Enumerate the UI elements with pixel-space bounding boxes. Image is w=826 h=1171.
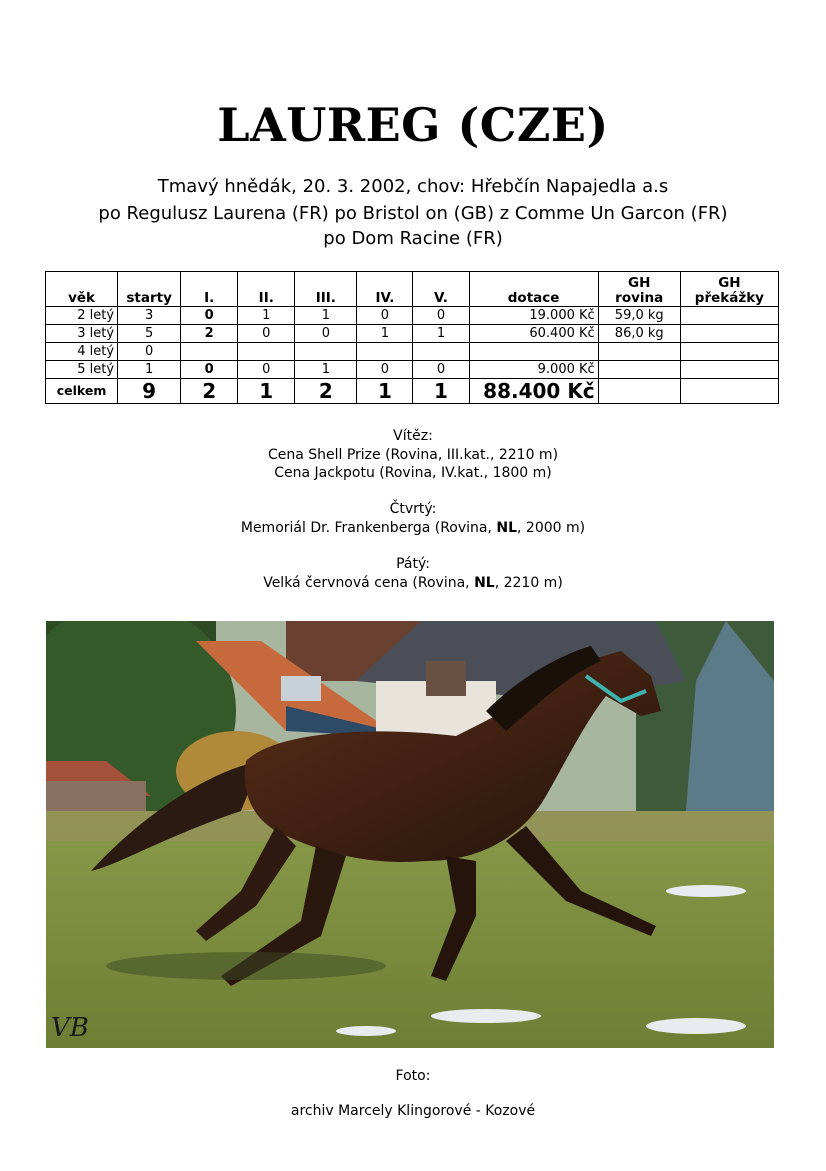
cell-second: 0 bbox=[238, 361, 295, 379]
cell-age: 5 letý bbox=[46, 361, 118, 379]
cell-gh-flat: 86,0 kg bbox=[598, 325, 680, 343]
cell-gh-jump bbox=[680, 307, 778, 325]
cell-fourth: 0 bbox=[357, 361, 413, 379]
fourth-heading: Čtvrtý: bbox=[389, 501, 437, 517]
cell-third: 0 bbox=[295, 325, 357, 343]
cell-second bbox=[238, 343, 295, 361]
cell-age: 4 letý bbox=[46, 343, 118, 361]
winner-race-1: Cena Shell Prize (Rovina, III.kat., 2210 m) bbox=[267, 447, 559, 463]
cell-fifth bbox=[413, 343, 469, 361]
cell-fourth bbox=[357, 343, 413, 361]
page-title: LAUREG (CZE) bbox=[217, 98, 609, 152]
fifth-heading: Pátý: bbox=[396, 556, 430, 572]
pedigree-line-2: po Dom Racine (FR) bbox=[323, 228, 503, 249]
cell-age: 3 letý bbox=[46, 325, 118, 343]
col-first: I. bbox=[181, 272, 238, 307]
cell-prize bbox=[469, 343, 598, 361]
cell-fourth: 1 bbox=[357, 325, 413, 343]
total-gh-jump bbox=[680, 379, 778, 404]
table-row bbox=[46, 325, 779, 343]
horse-photo bbox=[46, 621, 774, 1048]
cell-gh-jump bbox=[680, 361, 778, 379]
results-table bbox=[45, 271, 779, 404]
cell-second: 1 bbox=[238, 307, 295, 325]
cell-starts: 3 bbox=[118, 307, 181, 325]
total-starts: 9 bbox=[118, 379, 181, 404]
horse-photo-graphic bbox=[46, 621, 774, 1048]
cell-fifth: 1 bbox=[413, 325, 469, 343]
cell-prize: 19.000 Kč bbox=[469, 307, 598, 325]
cell-starts: 1 bbox=[118, 361, 181, 379]
cell-second: 0 bbox=[238, 325, 295, 343]
total-second: 1 bbox=[238, 379, 295, 404]
cell-gh-jump bbox=[680, 343, 778, 361]
cell-third bbox=[295, 343, 357, 361]
cell-first bbox=[181, 343, 238, 361]
total-fourth: 1 bbox=[357, 379, 413, 404]
cell-fourth: 0 bbox=[357, 307, 413, 325]
total-label: celkem bbox=[46, 379, 118, 404]
cell-starts: 0 bbox=[118, 343, 181, 361]
cell-gh-flat bbox=[598, 361, 680, 379]
total-fifth: 1 bbox=[413, 379, 469, 404]
cell-first: 0 bbox=[181, 307, 238, 325]
cell-prize: 60.400 Kč bbox=[469, 325, 598, 343]
cell-first: 0 bbox=[181, 361, 238, 379]
table-total-row bbox=[46, 379, 779, 404]
cell-gh-flat bbox=[598, 343, 680, 361]
col-starts: starty bbox=[118, 272, 181, 307]
horse-description: Tmavý hnědák, 20. 3. 2002, chov: Hřebčín Napajedla a.s bbox=[157, 176, 669, 197]
table-row bbox=[46, 307, 779, 325]
col-gh-flat: GH rovina bbox=[598, 272, 680, 307]
winner-race-2: Cena Jackpotu (Rovina, IV.kat., 1800 m) bbox=[274, 465, 552, 481]
total-first: 2 bbox=[181, 379, 238, 404]
table-header-row bbox=[46, 272, 779, 307]
cell-fifth: 0 bbox=[413, 361, 469, 379]
total-prize: 88.400 Kč bbox=[469, 379, 598, 404]
cell-first: 2 bbox=[181, 325, 238, 343]
table-row bbox=[46, 343, 779, 361]
total-third: 2 bbox=[295, 379, 357, 404]
cell-prize: 9.000 Kč bbox=[469, 361, 598, 379]
col-age: věk bbox=[46, 272, 118, 307]
cell-gh-jump bbox=[680, 325, 778, 343]
photo-credit-label: Foto: bbox=[395, 1068, 431, 1084]
col-fourth: IV. bbox=[357, 272, 413, 307]
cell-starts: 5 bbox=[118, 325, 181, 343]
cell-third: 1 bbox=[295, 307, 357, 325]
cell-third: 1 bbox=[295, 361, 357, 379]
total-gh-flat bbox=[598, 379, 680, 404]
col-gh-jump: GH překážky bbox=[680, 272, 778, 307]
pedigree-line: po Regulusz Laurena (FR) po Bristol on (GB) z Comme Un Garcon (FR) bbox=[98, 203, 728, 224]
col-prize: dotace bbox=[469, 272, 598, 307]
col-fifth: V. bbox=[413, 272, 469, 307]
table-row bbox=[46, 361, 779, 379]
fourth-race-1: Memoriál Dr. Frankenberga (Rovina, NL, 2000 m) bbox=[240, 520, 586, 536]
fifth-race-1: Velká červnová cena (Rovina, NL, 2210 m) bbox=[263, 575, 563, 591]
cell-age: 2 letý bbox=[46, 307, 118, 325]
winner-heading: Vítěz: bbox=[393, 428, 433, 444]
col-second: II. bbox=[238, 272, 295, 307]
cell-gh-flat: 59,0 kg bbox=[598, 307, 680, 325]
cell-fifth: 0 bbox=[413, 307, 469, 325]
photo-credit: archiv Marcely Klingorové - Kozové bbox=[290, 1103, 536, 1119]
photographer-signature: VB bbox=[51, 1013, 89, 1043]
col-third: III. bbox=[295, 272, 357, 307]
